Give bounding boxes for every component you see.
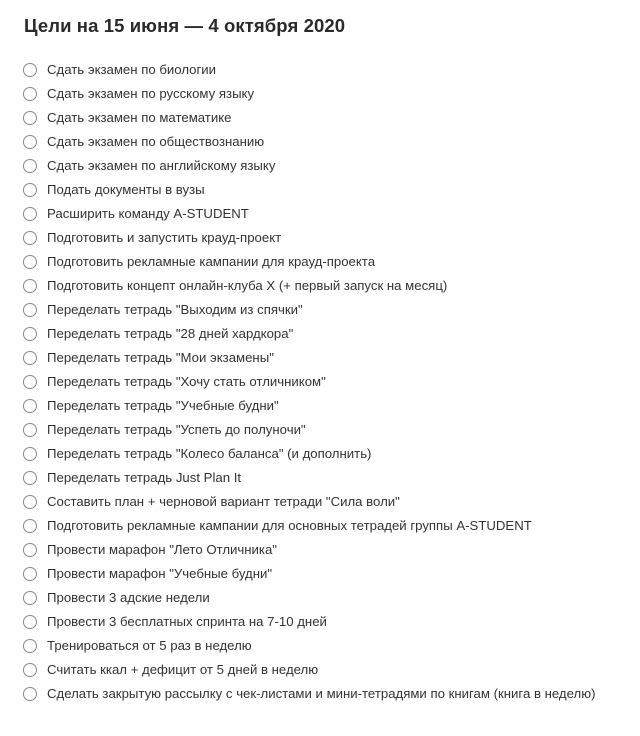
task-checkbox[interactable] xyxy=(23,639,37,653)
task-checkbox[interactable] xyxy=(23,351,37,365)
task-item[interactable] xyxy=(22,60,618,84)
task-label: Сдать экзамен по английскому языку xyxy=(47,158,276,173)
task-label: Расширить команду A-STUDENT xyxy=(47,206,249,221)
task-checkbox[interactable] xyxy=(23,591,37,605)
task-item[interactable] xyxy=(22,252,618,276)
page-title: Цели на 15 июня — 4 октября 2020 xyxy=(24,15,346,36)
task-label: Провести 3 адские недели xyxy=(47,590,210,605)
task-checkbox[interactable] xyxy=(23,111,37,125)
task-item[interactable] xyxy=(22,108,618,132)
task-checkbox[interactable] xyxy=(23,255,37,269)
task-label: Сделать закрытую рассылку с чек-листами и мини-тетрадями по книгам (книга в неделю) xyxy=(47,686,596,701)
task-checkbox[interactable] xyxy=(23,399,37,413)
task-checkbox[interactable] xyxy=(23,207,37,221)
task-item[interactable] xyxy=(22,180,618,204)
task-checkbox[interactable] xyxy=(23,495,37,509)
task-item[interactable] xyxy=(22,612,618,636)
task-item[interactable] xyxy=(22,564,618,588)
task-item[interactable] xyxy=(22,444,618,468)
task-list xyxy=(22,60,618,724)
task-checkbox[interactable] xyxy=(23,63,37,77)
task-label: Переделать тетрадь Just Plan It xyxy=(47,470,242,485)
task-item[interactable] xyxy=(22,84,618,108)
task-item[interactable] xyxy=(22,588,618,612)
task-label: Переделать тетрадь "Хочу стать отличником" xyxy=(47,374,326,389)
task-item[interactable] xyxy=(22,228,618,252)
task-item[interactable] xyxy=(22,396,618,420)
task-label: Переделать тетрадь "Колесо баланса" (и дополнить) xyxy=(47,446,372,461)
task-label: Провести 3 бесплатных спринта на 7-10 дней xyxy=(47,614,327,629)
task-item[interactable] xyxy=(22,204,618,228)
task-label: Переделать тетрадь "Учебные будни" xyxy=(47,398,279,413)
task-item[interactable] xyxy=(22,324,618,348)
task-label: Подготовить рекламные кампании для основных тетрадей группы A-STUDENT xyxy=(47,518,532,533)
task-item[interactable] xyxy=(22,684,618,724)
task-checkbox[interactable] xyxy=(23,87,37,101)
task-item[interactable] xyxy=(22,132,618,156)
task-item[interactable] xyxy=(22,468,618,492)
task-item[interactable] xyxy=(22,372,618,396)
task-checkbox[interactable] xyxy=(23,615,37,629)
task-label: Переделать тетрадь "Мои экзамены" xyxy=(47,350,274,365)
task-label: Провести марафон "Лето Отличника" xyxy=(47,542,277,557)
task-label: Переделать тетрадь "Успеть до полуночи" xyxy=(47,422,306,437)
task-item[interactable] xyxy=(22,276,618,300)
task-item[interactable] xyxy=(22,156,618,180)
task-label: Переделать тетрадь "Выходим из спячки" xyxy=(47,302,303,317)
task-label: Сдать экзамен по биологии xyxy=(47,62,217,77)
task-checkbox[interactable] xyxy=(23,543,37,557)
task-label: Подготовить рекламные кампании для крауд-проекта xyxy=(47,254,376,269)
task-item[interactable] xyxy=(22,300,618,324)
task-item[interactable] xyxy=(22,540,618,564)
task-item[interactable] xyxy=(22,516,618,540)
task-checkbox[interactable] xyxy=(23,375,37,389)
task-label: Подготовить и запустить крауд-проект xyxy=(47,230,282,245)
task-item[interactable] xyxy=(22,348,618,372)
task-checkbox[interactable] xyxy=(23,663,37,677)
task-item[interactable] xyxy=(22,660,618,684)
task-label: Подготовить концепт онлайн-клуба X (+ первый запуск на месяц) xyxy=(47,278,448,293)
task-item[interactable] xyxy=(22,492,618,516)
task-checkbox[interactable] xyxy=(23,567,37,581)
task-checkbox[interactable] xyxy=(23,687,37,701)
task-label: Подать документы в вузы xyxy=(47,182,205,197)
task-checkbox[interactable] xyxy=(23,135,37,149)
task-label: Провести марафон "Учебные будни" xyxy=(47,566,273,581)
task-checkbox[interactable] xyxy=(23,279,37,293)
task-label: Сдать экзамен по русскому языку xyxy=(47,86,255,101)
task-item[interactable] xyxy=(22,636,618,660)
task-checkbox[interactable] xyxy=(23,327,37,341)
task-checkbox[interactable] xyxy=(23,231,37,245)
task-label: Тренироваться от 5 раз в неделю xyxy=(47,638,252,653)
task-checkbox[interactable] xyxy=(23,183,37,197)
task-checkbox[interactable] xyxy=(23,303,37,317)
task-label: Сдать экзамен по математике xyxy=(47,110,232,125)
task-item[interactable] xyxy=(22,420,618,444)
task-label: Составить план + черновой вариант тетради "Сила воли" xyxy=(47,494,400,509)
task-label: Считать ккал + дефицит от 5 дней в неделю xyxy=(47,662,319,677)
task-checkbox[interactable] xyxy=(23,519,37,533)
task-label: Сдать экзамен по обществознанию xyxy=(47,134,265,149)
task-label: Переделать тетрадь "28 дней хардкора" xyxy=(47,326,294,341)
task-checkbox[interactable] xyxy=(23,447,37,461)
task-checkbox[interactable] xyxy=(23,471,37,485)
task-checkbox[interactable] xyxy=(23,159,37,173)
task-checkbox[interactable] xyxy=(23,423,37,437)
